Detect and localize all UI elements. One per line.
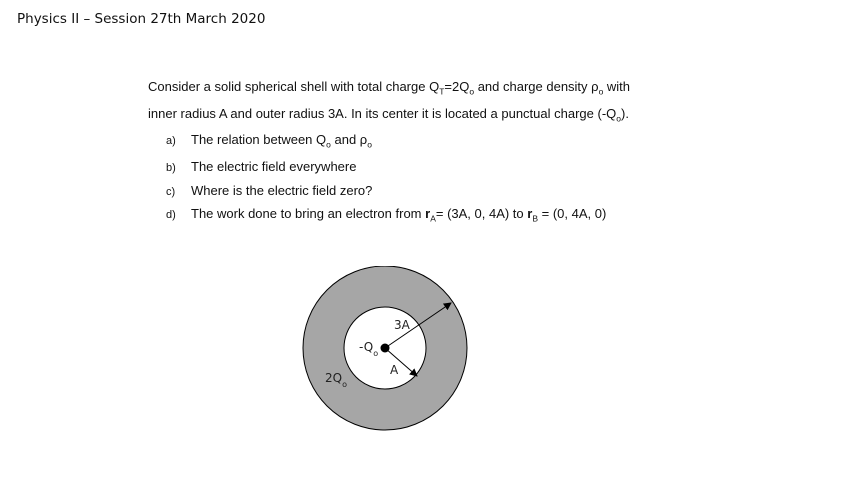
problem-line-1: Consider a solid spherical shell with total charge $Q_T=2Q_o$ and charge density $\rho_o$ with (148, 79, 631, 97)
outer-radius-label: 3A (394, 318, 410, 332)
question-b: b) The electric field everywhere (166, 159, 357, 175)
spherical-shell-diagram (300, 266, 470, 436)
center-point-charge (381, 344, 390, 353)
question-c: c) Where is the electric field zero? (166, 182, 373, 198)
question-a: a) The relation between $Q_o$ and $\rho_o$ (166, 132, 372, 150)
shell-charge-label: $2Q_o$ (325, 371, 347, 389)
problem-line-2: inner radius A and outer radius 3A. In its center it is located a punctual charge $(-Q_o)$. (148, 105, 629, 124)
inner-radius-label: A (390, 363, 399, 377)
center-charge-label: $-Q_o$ (359, 340, 379, 358)
question-list (166, 129, 606, 230)
question-d: d) The work done to bring an electron from $r_A= (3A$, 0, 4A) to $r_B = (0$, 4A, 0) (166, 206, 607, 224)
slide-title: Physics II – Session 27th March 2020 (17, 11, 266, 27)
problem-statement (148, 76, 708, 129)
